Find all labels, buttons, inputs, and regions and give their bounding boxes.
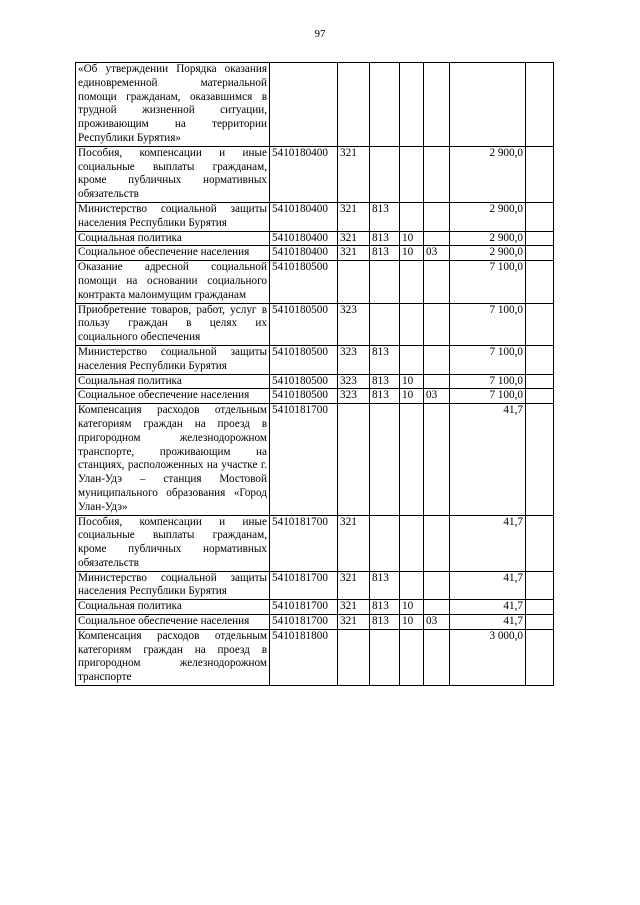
cell-amount: 41,7	[450, 404, 526, 515]
cell-ministry-code	[370, 515, 400, 571]
cell-section	[400, 303, 424, 345]
cell-description: Социальное обеспечение населения	[76, 615, 270, 630]
cell-expense-type	[338, 261, 370, 303]
cell-description: Социальное обеспечение населения	[76, 389, 270, 404]
cell-section	[400, 63, 424, 147]
cell-target-article: 5410180500	[270, 389, 338, 404]
cell-description: Социальная политика	[76, 600, 270, 615]
cell-subsection	[424, 374, 450, 389]
cell-target-article: 5410180400	[270, 202, 338, 231]
cell-target-article	[270, 63, 338, 147]
cell-target-article: 5410180500	[270, 261, 338, 303]
cell-subsection	[424, 303, 450, 345]
cell-amount: 41,7	[450, 515, 526, 571]
cell-extra	[526, 231, 554, 246]
cell-target-article: 5410181700	[270, 515, 338, 571]
table-row	[76, 202, 554, 231]
cell-expense-type: 323	[338, 389, 370, 404]
cell-description: Социальное обеспечение населения	[76, 246, 270, 261]
cell-extra	[526, 389, 554, 404]
cell-description: Компенсация расходов отдельным категориям граждан на проезд в пригородном железнодорожном транспорте	[76, 629, 270, 685]
cell-amount: 3 000,0	[450, 629, 526, 685]
table-row	[76, 389, 554, 404]
cell-target-article: 5410181700	[270, 404, 338, 515]
cell-expense-type	[338, 63, 370, 147]
cell-ministry-code: 813	[370, 600, 400, 615]
cell-amount: 41,7	[450, 600, 526, 615]
budget-table	[75, 62, 554, 686]
cell-ministry-code	[370, 404, 400, 515]
cell-subsection	[424, 600, 450, 615]
cell-description: Компенсация расходов отдельным категориям граждан на проезд в пригородном железнодорожном транспорте, проживающим на станциях, расположенных на участке г. Улан-Удэ – станция Мостовой муниципального образования «Город Улан-Удэ»	[76, 404, 270, 515]
cell-section: 10	[400, 231, 424, 246]
table-row	[76, 345, 554, 374]
cell-subsection	[424, 629, 450, 685]
cell-amount	[450, 63, 526, 147]
cell-target-article: 5410180400	[270, 231, 338, 246]
cell-ministry-code	[370, 629, 400, 685]
cell-expense-type	[338, 404, 370, 515]
cell-subsection	[424, 571, 450, 600]
cell-target-article: 5410180400	[270, 146, 338, 202]
cell-expense-type: 321	[338, 202, 370, 231]
cell-section: 10	[400, 615, 424, 630]
cell-amount: 7 100,0	[450, 374, 526, 389]
cell-ministry-code: 813	[370, 571, 400, 600]
cell-extra	[526, 146, 554, 202]
cell-subsection	[424, 63, 450, 147]
table-row	[76, 515, 554, 571]
cell-target-article: 5410181700	[270, 571, 338, 600]
cell-expense-type	[338, 629, 370, 685]
table-row	[76, 600, 554, 615]
cell-expense-type: 321	[338, 515, 370, 571]
cell-target-article: 5410180500	[270, 303, 338, 345]
cell-extra	[526, 261, 554, 303]
cell-section	[400, 515, 424, 571]
cell-target-article: 5410180400	[270, 246, 338, 261]
cell-extra	[526, 404, 554, 515]
cell-target-article: 5410181700	[270, 600, 338, 615]
cell-amount: 41,7	[450, 615, 526, 630]
cell-description: Министерство социальной защиты населения Республики Бурятия	[76, 571, 270, 600]
cell-subsection	[424, 202, 450, 231]
cell-subsection: 03	[424, 246, 450, 261]
cell-amount: 2 900,0	[450, 202, 526, 231]
cell-description: «Об утверждении Порядка оказания единовременной материальной помощи гражданам, оказавшимся в трудной жизненной ситуации, проживающим на территории Республики Бурятия»	[76, 63, 270, 147]
cell-expense-type: 323	[338, 345, 370, 374]
table-row	[76, 615, 554, 630]
table-row	[76, 231, 554, 246]
cell-ministry-code	[370, 63, 400, 147]
cell-description: Оказание адресной социальной помощи на основании социального контракта малоимущим гражданам	[76, 261, 270, 303]
cell-extra	[526, 615, 554, 630]
cell-section	[400, 629, 424, 685]
cell-subsection	[424, 261, 450, 303]
cell-target-article: 5410181700	[270, 615, 338, 630]
cell-target-article: 5410180500	[270, 374, 338, 389]
table-body	[76, 63, 554, 686]
cell-description: Приобретение товаров, работ, услуг в пользу граждан в целях их социального обеспечения	[76, 303, 270, 345]
cell-section: 10	[400, 374, 424, 389]
cell-ministry-code	[370, 261, 400, 303]
cell-section	[400, 202, 424, 231]
cell-description: Министерство социальной защиты населения Республики Бурятия	[76, 202, 270, 231]
cell-extra	[526, 246, 554, 261]
cell-extra	[526, 63, 554, 147]
table-row	[76, 246, 554, 261]
cell-section: 10	[400, 389, 424, 404]
cell-ministry-code: 813	[370, 345, 400, 374]
cell-subsection: 03	[424, 615, 450, 630]
table-row	[76, 629, 554, 685]
cell-extra	[526, 629, 554, 685]
cell-extra	[526, 600, 554, 615]
cell-subsection	[424, 345, 450, 374]
cell-subsection	[424, 231, 450, 246]
cell-extra	[526, 515, 554, 571]
cell-extra	[526, 571, 554, 600]
cell-expense-type: 321	[338, 571, 370, 600]
cell-ministry-code: 813	[370, 615, 400, 630]
cell-ministry-code: 813	[370, 246, 400, 261]
cell-expense-type: 321	[338, 246, 370, 261]
cell-section: 10	[400, 246, 424, 261]
cell-expense-type: 321	[338, 600, 370, 615]
cell-subsection	[424, 146, 450, 202]
cell-section	[400, 146, 424, 202]
cell-ministry-code: 813	[370, 202, 400, 231]
cell-expense-type: 323	[338, 374, 370, 389]
cell-description: Министерство социальной защиты населения Республики Бурятия	[76, 345, 270, 374]
table-row	[76, 404, 554, 515]
cell-extra	[526, 202, 554, 231]
cell-amount: 7 100,0	[450, 261, 526, 303]
cell-subsection	[424, 515, 450, 571]
cell-amount: 7 100,0	[450, 345, 526, 374]
cell-ministry-code	[370, 303, 400, 345]
cell-extra	[526, 345, 554, 374]
cell-section	[400, 261, 424, 303]
cell-ministry-code: 813	[370, 374, 400, 389]
page-number: 97	[314, 28, 326, 40]
cell-expense-type: 323	[338, 303, 370, 345]
cell-ministry-code: 813	[370, 389, 400, 404]
cell-section: 10	[400, 600, 424, 615]
cell-subsection: 03	[424, 389, 450, 404]
cell-expense-type: 321	[338, 615, 370, 630]
cell-expense-type: 321	[338, 231, 370, 246]
cell-section	[400, 345, 424, 374]
cell-amount: 2 900,0	[450, 231, 526, 246]
cell-amount: 41,7	[450, 571, 526, 600]
cell-section	[400, 404, 424, 515]
cell-description: Пособия, компенсации и иные социальные выплаты гражданам, кроме публичных нормативных обязательств	[76, 515, 270, 571]
cell-amount: 2 900,0	[450, 246, 526, 261]
table-row	[76, 303, 554, 345]
cell-description: Пособия, компенсации и иные социальные выплаты гражданам, кроме публичных нормативных обязательств	[76, 146, 270, 202]
cell-ministry-code: 813	[370, 231, 400, 246]
cell-amount: 2 900,0	[450, 146, 526, 202]
table-row	[76, 63, 554, 147]
cell-description: Социальная политика	[76, 374, 270, 389]
cell-description: Социальная политика	[76, 231, 270, 246]
table-row	[76, 571, 554, 600]
cell-section	[400, 571, 424, 600]
cell-expense-type: 321	[338, 146, 370, 202]
cell-amount: 7 100,0	[450, 389, 526, 404]
cell-ministry-code	[370, 146, 400, 202]
cell-amount: 7 100,0	[450, 303, 526, 345]
cell-extra	[526, 374, 554, 389]
cell-target-article: 5410181800	[270, 629, 338, 685]
table-row	[76, 146, 554, 202]
cell-subsection	[424, 404, 450, 515]
cell-extra	[526, 303, 554, 345]
cell-target-article: 5410180500	[270, 345, 338, 374]
table-row	[76, 374, 554, 389]
table-row	[76, 261, 554, 303]
